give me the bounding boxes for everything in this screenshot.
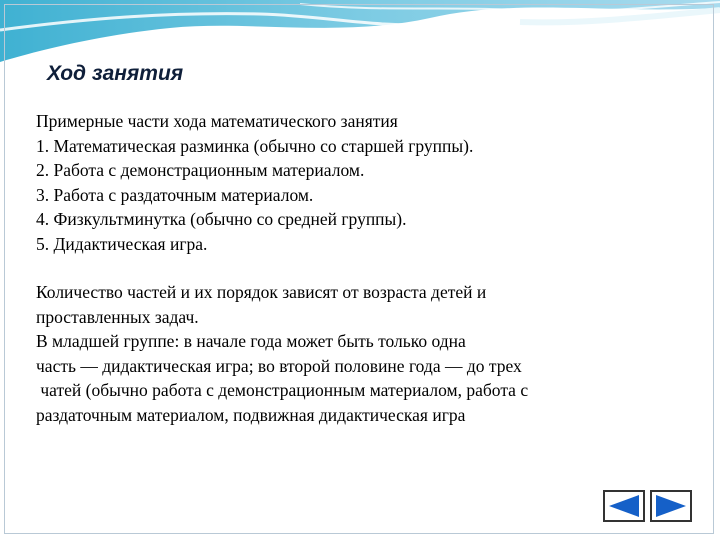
slide-title: Ход занятия — [47, 62, 184, 85]
intro-heading: Примерные части хода математического занятия — [36, 111, 398, 131]
paragraph-line: часть — дидактическая игра; во второй половине года — до трех — [36, 355, 522, 376]
spacer — [36, 256, 686, 280]
slide-content — [36, 109, 686, 427]
paragraph-line: В младшей группе: в начале года может быть только одна — [36, 331, 466, 351]
part-item: 5. Дидактическая игра. — [36, 233, 208, 254]
part-item: 3. Работа с раздаточным материалом. — [36, 184, 314, 205]
arrow-left-icon — [607, 494, 641, 518]
arrow-right-icon — [654, 494, 688, 518]
paragraph-line: раздаточным материалом, подвижная дидактическая игра — [36, 404, 466, 425]
part-item: 2. Работа с демонстрационным материалом. — [36, 160, 365, 180]
next-slide-button[interactable] — [650, 490, 692, 522]
slide-navigation — [603, 490, 692, 522]
paragraph-line: чатей (обычно работа с демонстрационным материалом, работа с — [36, 380, 529, 400]
part-item: 4. Физкультминутка (обычно со средней группы). — [36, 209, 407, 229]
paragraph-line: проставленных задач. — [36, 306, 199, 327]
paragraph-line: Количество частей и их порядок зависят от возраста детей и — [36, 282, 487, 302]
part-item: 1. Математическая разминка (обычно со старшей группы). — [36, 135, 474, 156]
previous-slide-button[interactable] — [603, 490, 645, 522]
